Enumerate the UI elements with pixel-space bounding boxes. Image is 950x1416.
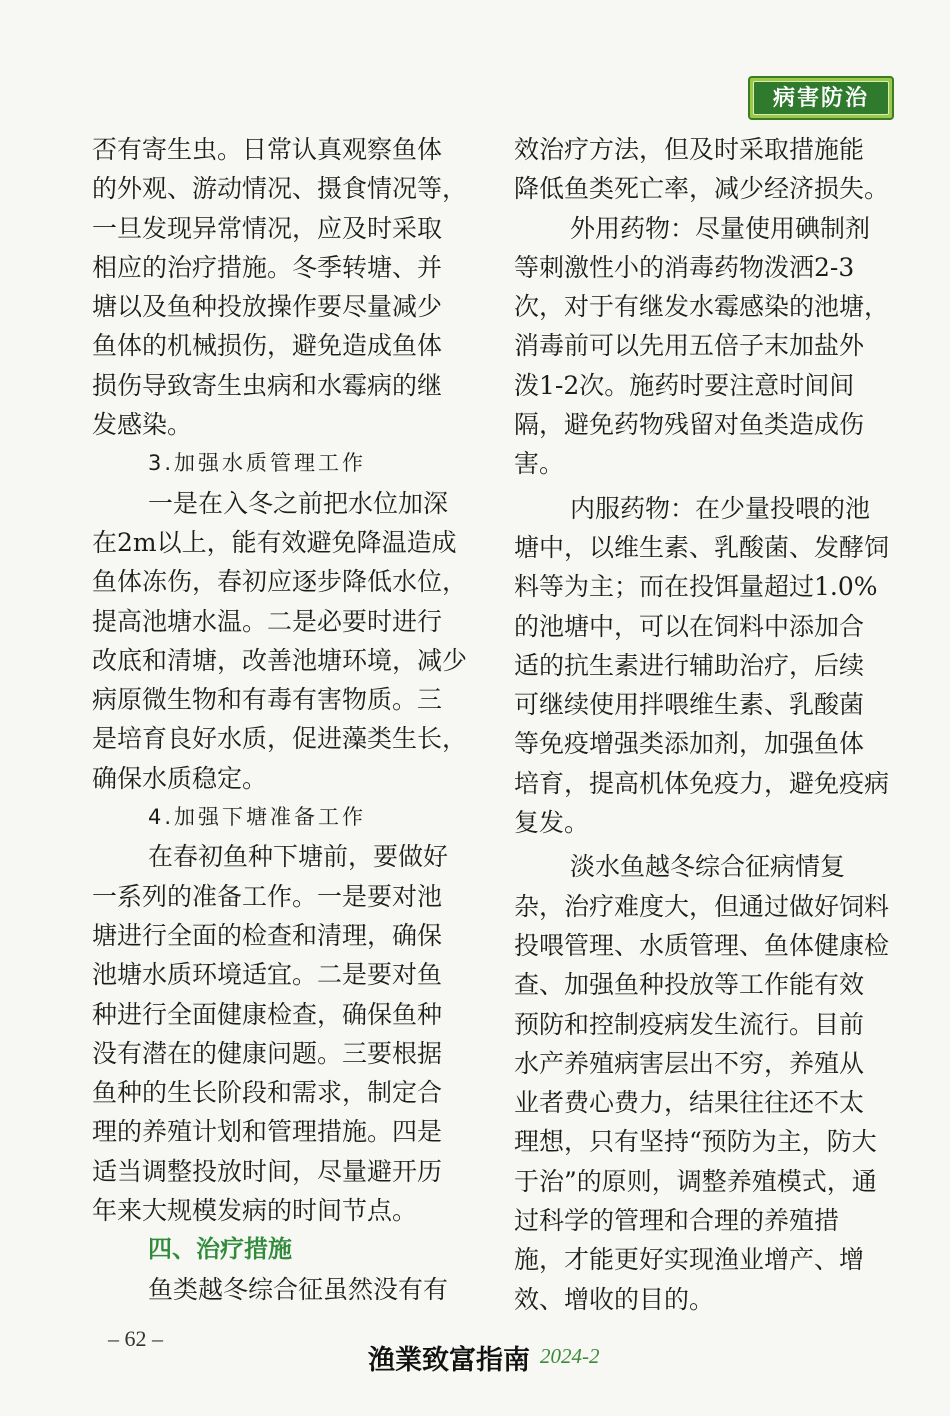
paragraph-line: 水产养殖病害层出不穷，养殖从 — [514, 1048, 865, 1078]
paragraph-line: 等免疫增强类添加剂，加强鱼体 — [514, 729, 865, 759]
left-column — [92, 130, 472, 1309]
section-badge-label: 病害防治 — [753, 81, 889, 115]
paragraph-line: 塘进行全面的检查和清理，确保 — [92, 920, 443, 950]
paragraph-line: 培育，提高机体免疫力，避免疫病 — [514, 768, 890, 798]
paragraph-line: 改底和清塘，改善池塘环境，减少 — [92, 645, 468, 675]
paragraph-line: 料等为主；而在投饵量超过1.0% — [514, 572, 878, 602]
paragraph-line: 在2m以上，能有效避免降温造成 — [92, 527, 457, 557]
paragraph-line: 预防和控制疫病发生流行。目前 — [514, 1009, 865, 1039]
paragraph-line: 相应的治疗措施。冬季转塘、并 — [92, 252, 443, 282]
paragraph-line: 提高池塘水温。二是必要时进行 — [92, 606, 443, 636]
paragraph-line: 是培育良好水质，促进藻类生长， — [92, 724, 468, 754]
paragraph-line: 鱼种的生长阶段和需求，制定合 — [92, 1078, 443, 1108]
page-number: – 62 – — [108, 1326, 163, 1351]
paragraph-line: 查、加强鱼种投放等工作能有效 — [514, 970, 865, 1000]
paragraph-line: 鱼体的机械损伤，避免造成鱼体 — [92, 331, 443, 361]
paragraph-line: 一是在入冬之前把水位加深 — [148, 488, 449, 518]
paragraph-line: 病原微生物和有毒有害物质。三 — [92, 685, 443, 715]
paragraph-line: 适的抗生素进行辅助治疗，后续 — [514, 650, 865, 680]
paragraph-line: 降低鱼类死亡率，减少经济损失。 — [514, 174, 890, 204]
paragraph-line: 泼1-2次。施药时要注意时间间 — [514, 370, 855, 400]
paragraph-line: 外用药物：尽量使用碘制剂 — [570, 213, 871, 243]
paragraph-line: 塘中，以维生素、乳酸菌、发酵饲 — [514, 532, 890, 562]
paragraph-line: 理的养殖计划和管理措施。四是 — [92, 1117, 443, 1147]
paragraph-line: 投喂管理、水质管理、鱼体健康检 — [514, 930, 890, 960]
paragraph-line: 否有寄生虫。日常认真观察鱼体 — [92, 135, 443, 164]
paragraph-line: 施，才能更好实现渔业增产、增 — [514, 1245, 865, 1275]
paragraph-line: 可继续使用拌喂维生素、乳酸菌 — [514, 690, 865, 720]
paragraph-line: 发感染。 — [92, 410, 193, 440]
paragraph-line: 害。 — [514, 449, 565, 479]
paragraph-line: 鱼体冻伤，春初应逐步降低水位， — [92, 567, 468, 597]
paragraph-line: 鱼类越冬综合征虽然没有有 — [148, 1274, 449, 1304]
paragraph-line: 理想，只有坚持“预防为主，防大 — [514, 1127, 877, 1157]
subheading-pond-preparation: 4.加强下塘准备工作 — [148, 805, 367, 830]
paragraph-line: 过科学的管理和合理的养殖措 — [514, 1206, 840, 1236]
paragraph-line: 次，对于有继发水霉感染的池塘， — [514, 292, 890, 322]
paragraph-line: 损伤导致寄生虫病和水霉病的继 — [92, 370, 443, 400]
paragraph-line: 在春初鱼种下塘前，要做好 — [148, 842, 449, 872]
paragraph-line: 淡水鱼越冬综合征病情复 — [570, 852, 846, 882]
paragraph-line: 年来大规模发病的时间节点。 — [92, 1196, 418, 1226]
right-column — [514, 130, 894, 1319]
magazine-title: 渔業致富指南 — [368, 1345, 530, 1376]
paragraph-line: 的外观、游动情况、摄食情况等， — [92, 174, 468, 204]
paragraph-line: 种进行全面健康检查，确保鱼种 — [92, 999, 443, 1029]
paragraph-line: 一旦发现异常情况，应及时采取 — [92, 213, 443, 243]
paragraph-line: 于治”的原则，调整养殖模式，通 — [514, 1166, 877, 1196]
paragraph-line: 确保水质稳定。 — [92, 763, 268, 793]
paragraph-line: 等刺激性小的消毒药物泼洒2-3 — [514, 252, 855, 282]
paragraph-line: 效治疗方法，但及时采取措施能 — [514, 135, 865, 164]
paragraph-line: 隔，避免药物残留对鱼类造成伤 — [514, 410, 865, 440]
paragraph-line: 适当调整投放时间，尽量避开历 — [92, 1156, 443, 1186]
paragraph-line: 内服药物：在少量投喂的池 — [570, 493, 871, 523]
section-badge — [748, 76, 894, 120]
paragraph-line: 消毒前可以先用五倍子末加盐外 — [514, 331, 865, 361]
issue-number: 2024-2 — [540, 1344, 600, 1368]
paragraph-line: 复发。 — [514, 808, 590, 838]
paragraph-line: 池塘水质环境适宜。二是要对鱼 — [92, 960, 443, 990]
subheading-water-quality: 3.加强水质管理工作 — [148, 451, 367, 476]
paragraph-line: 业者费心费力，结果往往还不太 — [514, 1088, 865, 1118]
paragraph-line: 一系列的准备工作。一是要对池 — [92, 881, 443, 911]
paragraph-line: 效、增收的目的。 — [514, 1284, 715, 1314]
section-heading-treatment: 四、治疗措施 — [148, 1235, 292, 1264]
paragraph-line: 的池塘中，可以在饲料中添加合 — [514, 611, 865, 641]
paragraph-line: 杂，治疗难度大，但通过做好饲料 — [514, 891, 890, 921]
paragraph-line: 塘以及鱼种投放操作要尽量减少 — [92, 292, 443, 322]
paragraph-line: 没有潜在的健康问题。三要根据 — [92, 1038, 443, 1068]
